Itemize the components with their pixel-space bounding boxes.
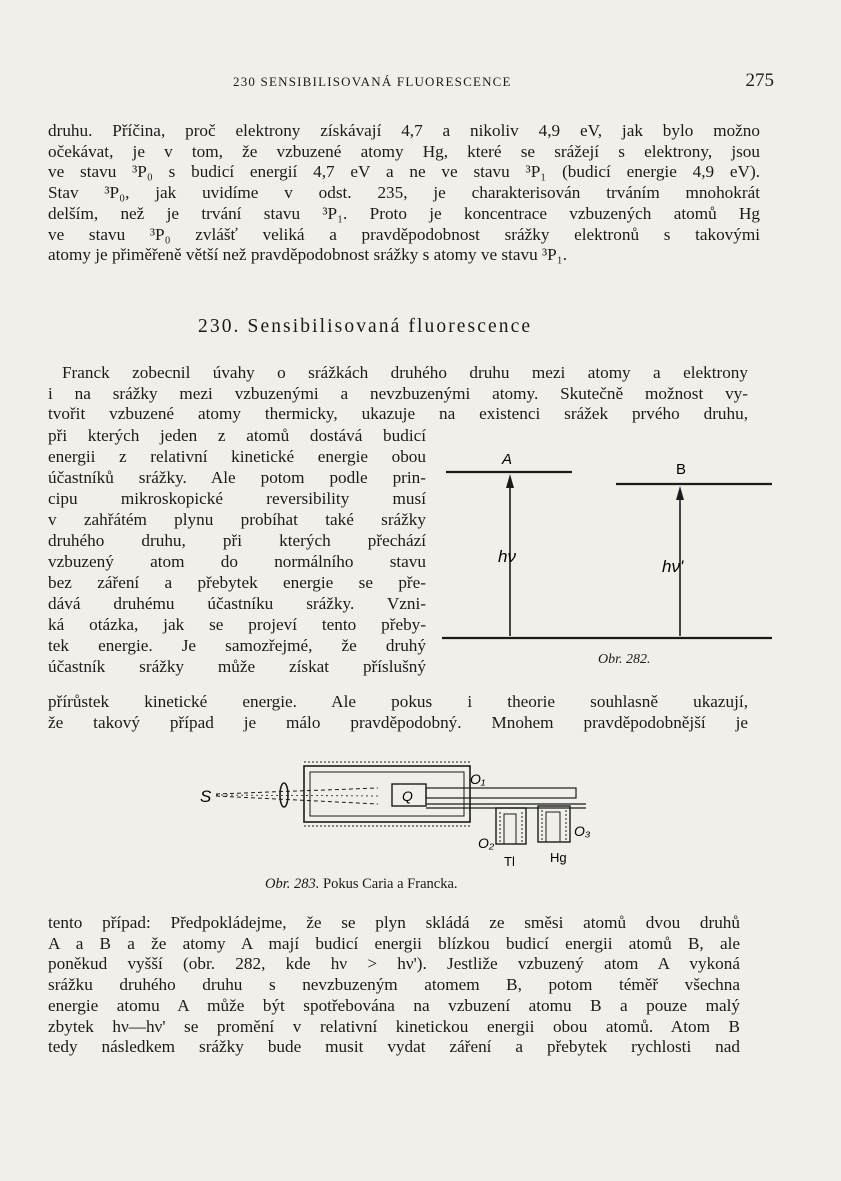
text-line: i na srážky mezi vzbuzenými a nevzbuzenými atomy. Skutečně možnost vy- (48, 383, 748, 403)
paragraph-1 (48, 121, 760, 266)
label-o2: O₂ (478, 835, 495, 851)
text-line: delším, než je trvání stavu ³P₁. Proto je koncentrace vzbuzených atomů Hg (48, 203, 760, 223)
text-line: druhu. Příčina, proč elektrony získávají 4,7 a nikoliv 4,9 eV, jak bylo možno (48, 121, 760, 140)
label-hg: Hg (550, 850, 567, 865)
text-line: účastníků srážky. Ale potom podle prin- (48, 468, 426, 487)
text-line: v zahřátém plynu probíhat také srážky (48, 510, 426, 529)
label-q: Q (402, 788, 413, 804)
side-tube (426, 788, 576, 798)
oven-o3 (538, 806, 570, 842)
figure-283-caption-text: Pokus Caria a Francka. (323, 876, 458, 892)
text-line: ve stavu ³P₀ s budicí energií 4,7 eV a ne ve stavu ³P₁ (budicí energie 4,9 eV). (48, 162, 760, 182)
text-line: dává druhému účastníku srážky. Vzni- (48, 594, 426, 613)
tube-inner (310, 772, 464, 816)
text-line: že takový případ je málo pravděpodobný. Mnohem pravděpodobnější je (48, 712, 748, 732)
text-line: očekávat, je v tom, že vzbuzené atomy Hg, které se srážejí s elektrony, jsou (48, 141, 760, 161)
text-line: vzbuzený atom do normálního stavu (48, 552, 426, 571)
hg-reservoir (546, 812, 560, 842)
label-hv: hν (498, 547, 516, 566)
text-line: tek energie. Je samozřejmé, že druhý (48, 636, 426, 655)
text-line: srážku druhého druhu s nevzbuzeným atomem B, potom téměř všechna (48, 975, 740, 995)
text-line: cipu mikroskopické reversibility musí (48, 489, 426, 508)
text-line: účastník srážky může získat příslušný (48, 657, 426, 676)
lens (280, 783, 288, 807)
text-line: energie atomu A může být spotřebována na vzbuzení atomu B a pouze malý (48, 995, 740, 1015)
figure-283-caption (265, 876, 458, 893)
text-line: přírůstek kinetické energie. Ale pokus i theorie souhlasně ukazují, (48, 692, 748, 711)
text-line: Stav ³P₀, jak uvidíme v odst. 235, je charakterisován trváním mnohokrát (48, 183, 760, 203)
label-o3: O₃ (574, 823, 591, 839)
light-ray-lower (216, 796, 378, 804)
text-line: bez záření a přebytek energie se pře- (48, 573, 426, 592)
paragraph-4 (48, 913, 740, 1058)
label-s: S (200, 787, 212, 806)
text-line: ve stavu ³P₀ zvlášť veliká a pravděpodobnost srážky elektronů s takovými (48, 224, 760, 244)
paragraph-2 (48, 363, 748, 425)
text-line: tedy následkem srážky bude musit vydat záření a přebytek rychlosti nad (48, 1037, 740, 1057)
label-a: A (502, 451, 513, 468)
label-tl: Tl (504, 854, 515, 869)
text-line: Franck zobecnil úvahy o srážkách druhého druhu mezi atomy a elektrony (62, 363, 748, 382)
text-line: druhého druhu, při kterých přechází (48, 531, 426, 550)
paragraph-3 (48, 692, 748, 733)
figure-282-caption: Obr. 282. (598, 652, 651, 667)
text-line: A a B a že atomy A mají budicí energii blízkou budicí energii atomů B, ale (48, 933, 740, 953)
figure-283-caption-label: Obr. 283. (265, 876, 320, 892)
arrow-a-head (506, 474, 514, 488)
light-ray-center (216, 795, 378, 796)
text-line: zbytek hν—hν' se promění v relativní kinetickou energii obou atomů. Atom B (48, 1016, 740, 1036)
text-line: energii z relativní kinetické energie obou (48, 447, 426, 466)
tl-reservoir (504, 814, 516, 844)
text-line: poněkud vyšší (obr. 282, kde hν > hν'). Jestliže vzbuzený atom A vykoná (48, 954, 740, 974)
light-ray-upper (216, 788, 378, 794)
running-header-title: 230 SENSIBILISOVANÁ FLUORESCENCE (233, 74, 512, 89)
text-line: tento případ: Předpokládejme, že se plyn skládá ze směsi atomů dvou druhů (48, 913, 740, 932)
label-o1: O₁ (470, 771, 486, 787)
figure-282-energy-diagram (436, 440, 776, 650)
text-line: při kterých jeden z atomů dostává budicí (48, 426, 426, 445)
label-b: B (676, 461, 687, 478)
wrapped-paragraph (48, 425, 426, 677)
text-line: ká otázka, jak se projeví tento přeby- (48, 615, 426, 634)
text-line: tvořit vzbuzené atomy thermicky, ukazuje na existenci srážek prvého druhu, (48, 404, 748, 424)
arrow-b-head (676, 486, 684, 500)
tube-outer (304, 766, 470, 822)
section-heading: 230. Sensibilisovaná fluorescence (198, 316, 533, 337)
label-hv-prime: hν' (662, 557, 684, 576)
figure-283-apparatus (196, 752, 616, 874)
page-number: 275 (745, 70, 774, 91)
text-line: atomy je přiměřeně větší než pravděpodobnost srážky s atomy ve stavu ³P₁. (48, 245, 567, 265)
